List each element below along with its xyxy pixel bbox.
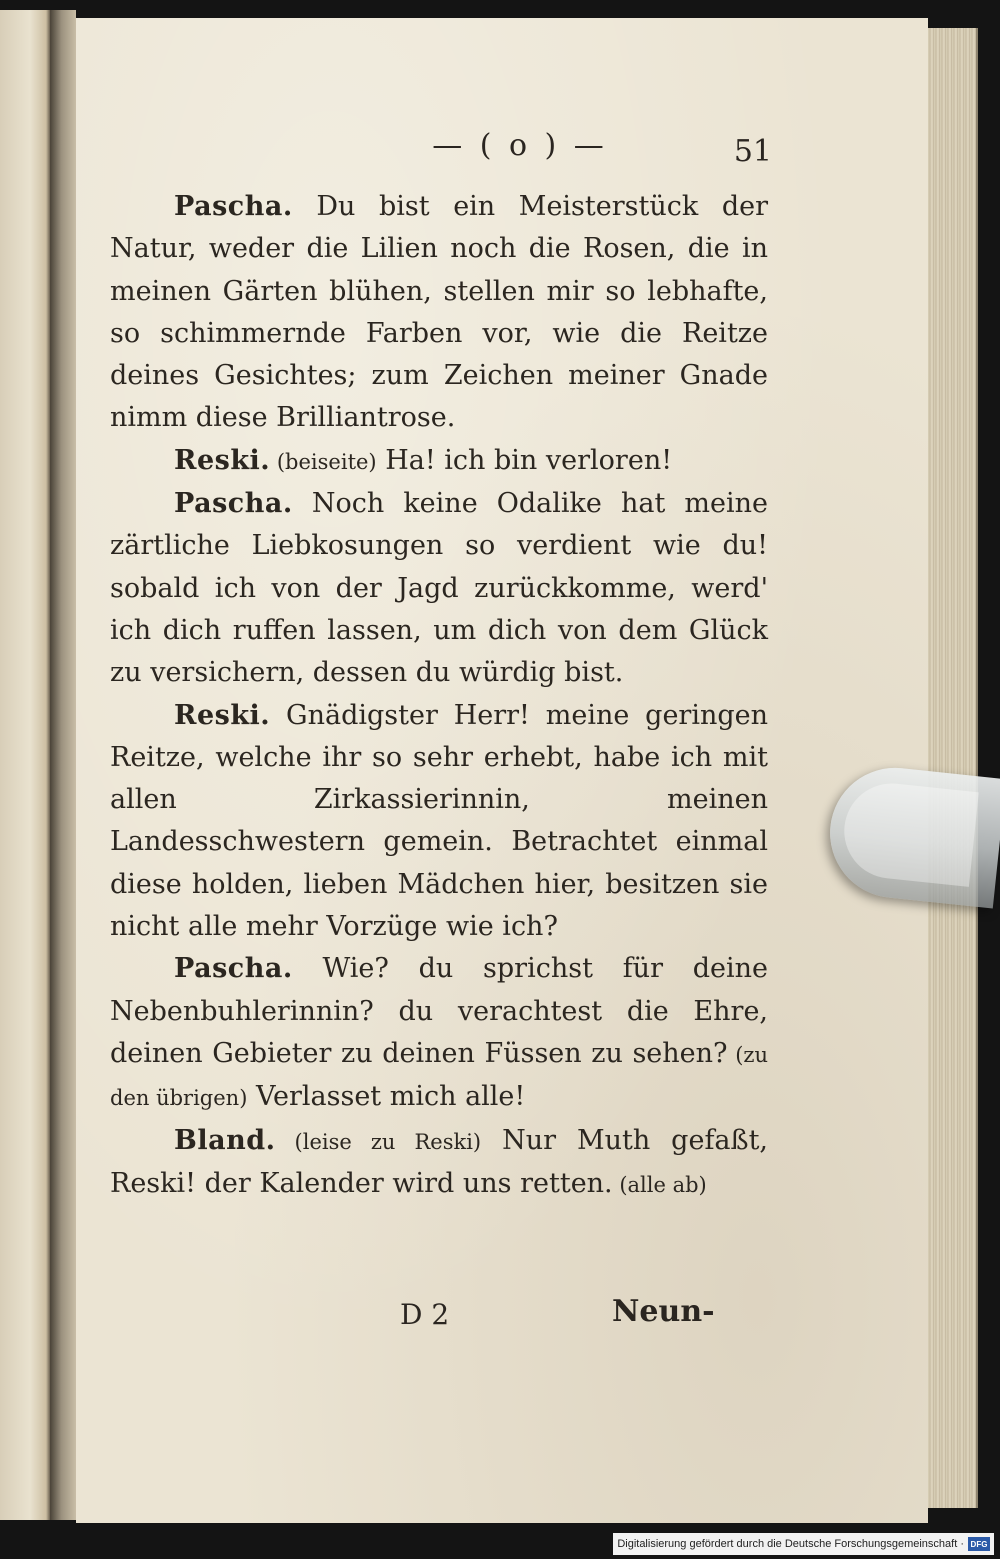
speaker-name: Reski. — [174, 699, 271, 731]
paragraph-5 — [110, 948, 768, 1119]
signature-mark: D 2 — [400, 1298, 450, 1331]
clip-highlight — [840, 779, 979, 887]
page-body — [110, 186, 768, 1206]
catchword: Neun- — [612, 1294, 715, 1329]
stage-direction: (alle ab) — [612, 1172, 707, 1197]
stage-direction: (leise zu Reski) — [275, 1129, 482, 1154]
speech-text: Noch keine Odalike hat meine zärtliche Liebkosungen so verdient wie du! sobald ich von der Jagd zurückkomme, werd' ich dich ruffen lassen, um dich von dem Glück zu versichern, dessen du würdig bist. — [110, 488, 768, 689]
stage-direction: (zu den übrigen) — [110, 1042, 768, 1111]
speech-text: Du bist ein Meisterstück der Natur, weder die Lilien noch die Rosen, die in meinen Gärten blühen, stellen mir so lebhafte, so schimmernde Farben vor, wie die Reitze deines Gesichtes; zum Zeichen meiner Gnade nimm diese Brilliantrose. — [110, 191, 768, 434]
speech-text: Gnädigster Herr! meine geringen Reitze, welche ihr so sehr erhebt, habe ich mit allen Zirkassierinnin, meinen Landesschwestern gemein. Betrachtet einmal diese holden, lieben Mädchen hier, besitzen sie nicht alle mehr Vorzüge wie ich? — [110, 699, 768, 943]
facing-page-edge — [0, 10, 50, 1520]
speaker-name: Pascha. — [174, 191, 293, 222]
speaker-name: Pascha. — [174, 488, 293, 520]
credit-text: Digitalisierung gefördert durch die Deutsche Forschungsgemeinschaft · — [617, 1538, 964, 1550]
paragraph-4 — [110, 695, 768, 949]
speech-text: Ha! ich bin verloren! — [376, 444, 673, 476]
paragraph-2 — [110, 440, 768, 483]
book-gutter — [50, 10, 76, 1520]
speaker-name: Pascha. — [174, 953, 293, 985]
page-number: 51 — [733, 134, 772, 169]
dfg-logo-icon: DFG — [968, 1537, 990, 1551]
speaker-name: Bland. — [174, 1124, 276, 1156]
paragraph-1 — [110, 186, 768, 440]
funding-credit — [613, 1533, 994, 1555]
speaker-name: Reski. — [174, 444, 271, 476]
speech-text: Verlasset mich alle! — [247, 1081, 526, 1113]
speech-text: Wie? du sprichst für deine Nebenbuhlerinnin? du verachtest die Ehre, deinen Gebieter zu deinen Füssen zu sehen? — [110, 953, 768, 1069]
paragraph-3 — [110, 483, 768, 694]
stage-direction: (beiseite) — [270, 449, 377, 474]
running-head: — ( o ) — — [432, 128, 608, 163]
page-stack-edge — [928, 28, 978, 1508]
speech-text: Nur Muth gefaßt, Reski! der Kalender wird uns retten. — [110, 1124, 768, 1199]
paragraph-6 — [110, 1120, 768, 1207]
